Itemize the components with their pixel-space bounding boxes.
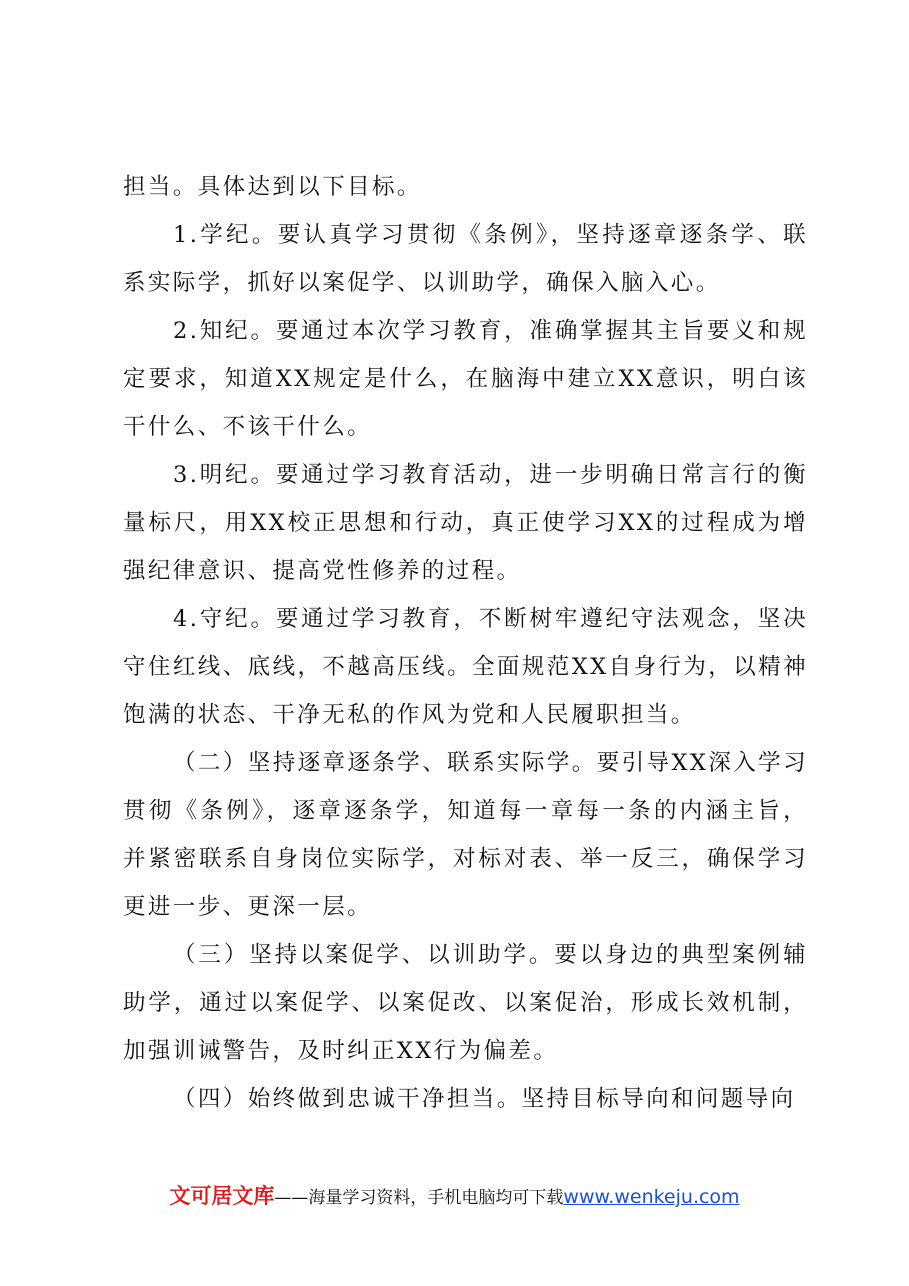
- paragraph-continuation: 担当。具体达到以下目标。: [123, 174, 422, 200]
- paragraph-section-4: （四）始终做到忠诚干净担当。坚持目标导向和问题导向: [173, 1086, 796, 1112]
- paragraph-goal-4: 4.守纪。要通过学习教育，不断树牢遵纪守法观念，坚决守住红线、底线，不越高压线。全面规范XX自身行为，以精神饱满的状态、干净无私的作风为党和人民履职担当。: [123, 606, 808, 728]
- document-body: [123, 163, 808, 1123]
- footer-tagline: ——海量学习资料，手机电脑均可下载: [274, 1188, 564, 1208]
- paragraph-section-2: （二）坚持逐章逐条学、联系实际学。要引导XX深入学习贯彻《条例》，逐章逐条学，知道每一章每一条的内涵主旨，并紧密联系自身岗位实际学，对标对表、举一反三，确保学习更进一步、更深一层。: [123, 750, 808, 920]
- brand-name: 文可居文库: [169, 1184, 275, 1208]
- footer-banner: [0, 1180, 909, 1210]
- paragraph-goal-1: 1.学纪。要认真学习贯彻《条例》，坚持逐章逐条学、联系实际学，抓好以案促学、以训助学，确保入脑入心。: [123, 222, 808, 296]
- paragraph-goal-2: 2.知纪。要通过本次学习教育，准确掌握其主旨要义和规定要求，知道XX规定是什么，在脑海中建立XX意识，明白该干什么、不该干什么。: [123, 318, 808, 440]
- paragraph-section-3: （三）坚持以案促学、以训助学。要以身边的典型案例辅助学，通过以案促学、以案促改、以案促治，形成长效机制，加强训诫警告，及时纠正XX行为偏差。: [123, 942, 808, 1064]
- website-link[interactable]: www.wenkeju.com: [563, 1186, 740, 1208]
- paragraph-goal-3: 3.明纪。要通过学习教育活动，进一步明确日常言行的衡量标尺，用XX校正思想和行动，真正使学习XX的过程成为增强纪律意识、提高党性修养的过程。: [123, 462, 808, 584]
